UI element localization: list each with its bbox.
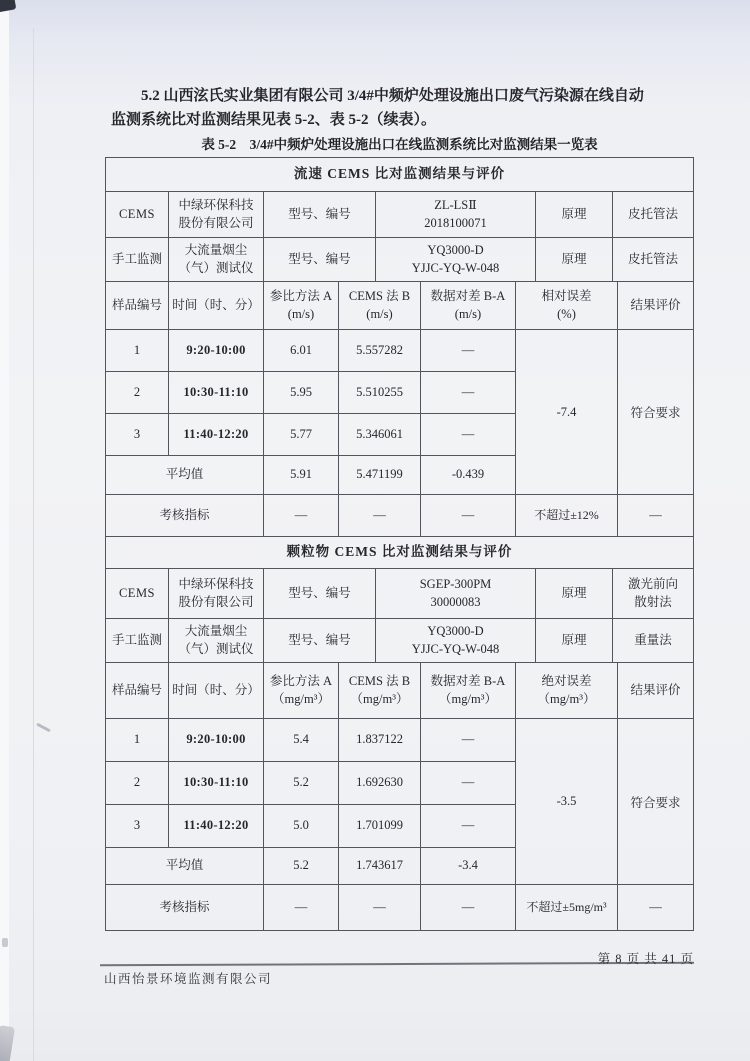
footer-company-name: 山西怡景环境监测有限公司 [104,972,273,986]
scan-fold-line [33,28,34,1061]
column-header: 时间（时、分） [169,282,264,329]
data-row-group [106,330,693,495]
principle-label-cell: 原理 [536,192,613,237]
time-cell: 9:20-10:00 [169,719,264,761]
section-title-row [106,158,693,192]
section-title-row [106,537,693,569]
average-a-cell: 5.91 [264,456,339,494]
equipment-org-cell: 大流量烟尘 （气）测试仪 [169,238,264,281]
average-b-cell: 1.743617 [339,848,421,884]
table-row [106,414,516,456]
average-row [106,848,516,884]
column-header: 结果评价 [630,682,681,697]
cems-value-cell: 5.557282 [339,330,421,371]
check-result-cell: — [649,507,662,522]
model-label-cell: 型号、编号 [264,619,376,662]
table-caption: 表 5-2 3/4#中频炉处理设施出口在线监测系统比对监测结果一览表 [201,137,598,152]
equipment-kind-cell: 手工监测 [106,238,169,281]
column-header: 绝对误差 （mg/m³） [516,663,618,718]
cems-value-cell: 5.510255 [339,372,421,413]
column-header: 参比方法 A (m/s) [264,282,339,329]
average-label-cell: 平均值 [106,848,264,884]
time-cell: 11:40-12:20 [169,805,264,847]
model-label-cell: 型号、编号 [264,569,376,618]
check-index-row [106,495,693,537]
heading-line-1: 5.2 山西泫氏实业集团有限公司 3/4#中频炉处理设施出口废气污染源在线自动 [141,88,644,104]
model-label-cell: 型号、编号 [264,238,376,281]
scan-smudge [2,938,8,947]
average-diff-cell: -3.4 [421,848,516,884]
section-heading [105,84,694,132]
average-label-cell: 平均值 [106,456,264,494]
check-index-row [106,885,693,930]
check-diff-cell: — [421,495,516,536]
scan-smudge [36,723,51,733]
average-diff-cell: -0.439 [421,456,516,494]
sample-no-cell: 1 [106,330,169,371]
equipment-row [106,192,693,238]
ref-method-cell: 5.4 [264,719,339,761]
ref-method-cell: 5.2 [264,762,339,804]
column-header: 时间（时、分） [169,663,264,718]
cems-value-cell: 1.701099 [339,805,421,847]
evaluation-merged-cell: 符合要求 [630,795,681,810]
average-b-cell: 5.471199 [339,456,421,494]
diff-cell: — [421,762,516,804]
principle-label-cell: 原理 [536,238,613,281]
principle-value-cell: 皮托管法 [627,206,678,221]
data-row-group [106,719,693,885]
time-cell: 10:30-11:10 [169,762,264,804]
equipment-row [106,569,693,619]
check-limit-cell: 不超过±5mg/m³ [516,885,618,930]
column-header: 相对误差 (%) [516,282,618,329]
column-header: 样品编号 [106,282,169,329]
column-header: 数据对差 B-A (m/s) [421,282,516,329]
principle-value-cell: 重量法 [634,632,672,647]
column-header-row [106,282,693,330]
time-cell: 9:20-10:00 [169,330,264,371]
equipment-org-cell: 大流量烟尘 （气）测试仪 [169,619,264,662]
time-cell: 11:40-12:20 [169,414,264,455]
column-header-row [106,663,693,719]
diff-cell: — [421,719,516,761]
model-value-cell: SGEP-300PM 30000083 [376,569,536,618]
check-limit-cell: 不超过±12% [516,495,618,536]
column-header: 样品编号 [106,663,169,718]
section-title: 流速 CEMS 比对监测结果与评价 [293,166,506,182]
section-title: 颗粒物 CEMS 比对监测结果与评价 [286,544,513,560]
column-header: CEMS 法 B （mg/m³） [339,663,421,718]
data-rows-block [106,719,516,884]
ref-method-cell: 6.01 [264,330,339,371]
sample-no-cell: 2 [106,372,169,413]
check-result-cell: — [649,899,662,914]
sample-no-cell: 3 [106,414,169,455]
scan-corner-smudge [0,1025,15,1061]
heading-line-2: 监测系统比对监测结果见表 5-2、表 5-2（续表）。 [111,112,436,128]
equipment-kind-cell: 手工监测 [106,619,169,662]
check-b-cell: — [339,495,421,536]
document-content [105,84,694,931]
sample-no-cell: 1 [106,719,169,761]
model-value-cell: YQ3000-D YJJC-YQ-W-048 [376,619,536,662]
column-header: CEMS 法 B (m/s) [339,282,421,329]
diff-cell: — [421,805,516,847]
table-row [106,719,516,762]
footer-page-number: 第 8 页 共 41 页 [597,952,694,966]
evaluation-merged-cell: 符合要求 [630,406,681,420]
column-header: 数据对差 B-A （mg/m³） [421,663,516,718]
principle-value-cell: 皮托管法 [627,251,678,266]
equipment-kind-cell: CEMS [106,192,169,237]
check-a-cell: — [264,495,339,536]
table-row [106,330,516,372]
equipment-org-cell: 中绿环保科技 股份有限公司 [169,192,264,237]
principle-label-cell: 原理 [536,569,613,618]
principle-label-cell: 原理 [536,619,613,662]
scan-edge-strip [0,0,9,1061]
diff-cell: — [421,372,516,413]
comparison-table [105,157,694,931]
check-diff-cell: — [421,885,516,930]
data-rows-block [106,330,516,494]
table-row [106,372,516,414]
relative-error-merged-cell: -7.4 [516,330,618,494]
principle-value-cell: 激光前向 散射法 [627,577,678,609]
equipment-kind-cell: CEMS [106,569,169,618]
ref-method-cell: 5.0 [264,805,339,847]
average-row [106,456,516,494]
model-value-cell: ZL-LSⅡ 2018100071 [376,192,536,237]
average-a-cell: 5.2 [264,848,339,884]
sample-no-cell: 2 [106,762,169,804]
table-row [106,805,516,848]
diff-cell: — [421,330,516,371]
absolute-error-merged-cell: -3.5 [516,719,618,884]
time-cell: 10:30-11:10 [169,372,264,413]
equipment-org-cell: 中绿环保科技 股份有限公司 [169,569,264,618]
equipment-row [106,619,693,663]
model-label-cell: 型号、编号 [264,192,376,237]
check-label-cell: 考核指标 [106,495,264,536]
cems-value-cell: 1.837122 [339,719,421,761]
ref-method-cell: 5.77 [264,414,339,455]
table-row [106,762,516,805]
check-b-cell: — [339,885,421,930]
cems-value-cell: 1.692630 [339,762,421,804]
sample-no-cell: 3 [106,805,169,847]
diff-cell: — [421,414,516,455]
model-value-cell: YQ3000-D YJJC-YQ-W-048 [376,238,536,281]
cems-value-cell: 5.346061 [339,414,421,455]
check-a-cell: — [264,885,339,930]
equipment-row [106,238,693,282]
column-header: 参比方法 A （mg/m³） [264,663,339,718]
column-header: 结果评价 [630,297,681,312]
check-label-cell: 考核指标 [106,885,264,930]
ref-method-cell: 5.95 [264,372,339,413]
